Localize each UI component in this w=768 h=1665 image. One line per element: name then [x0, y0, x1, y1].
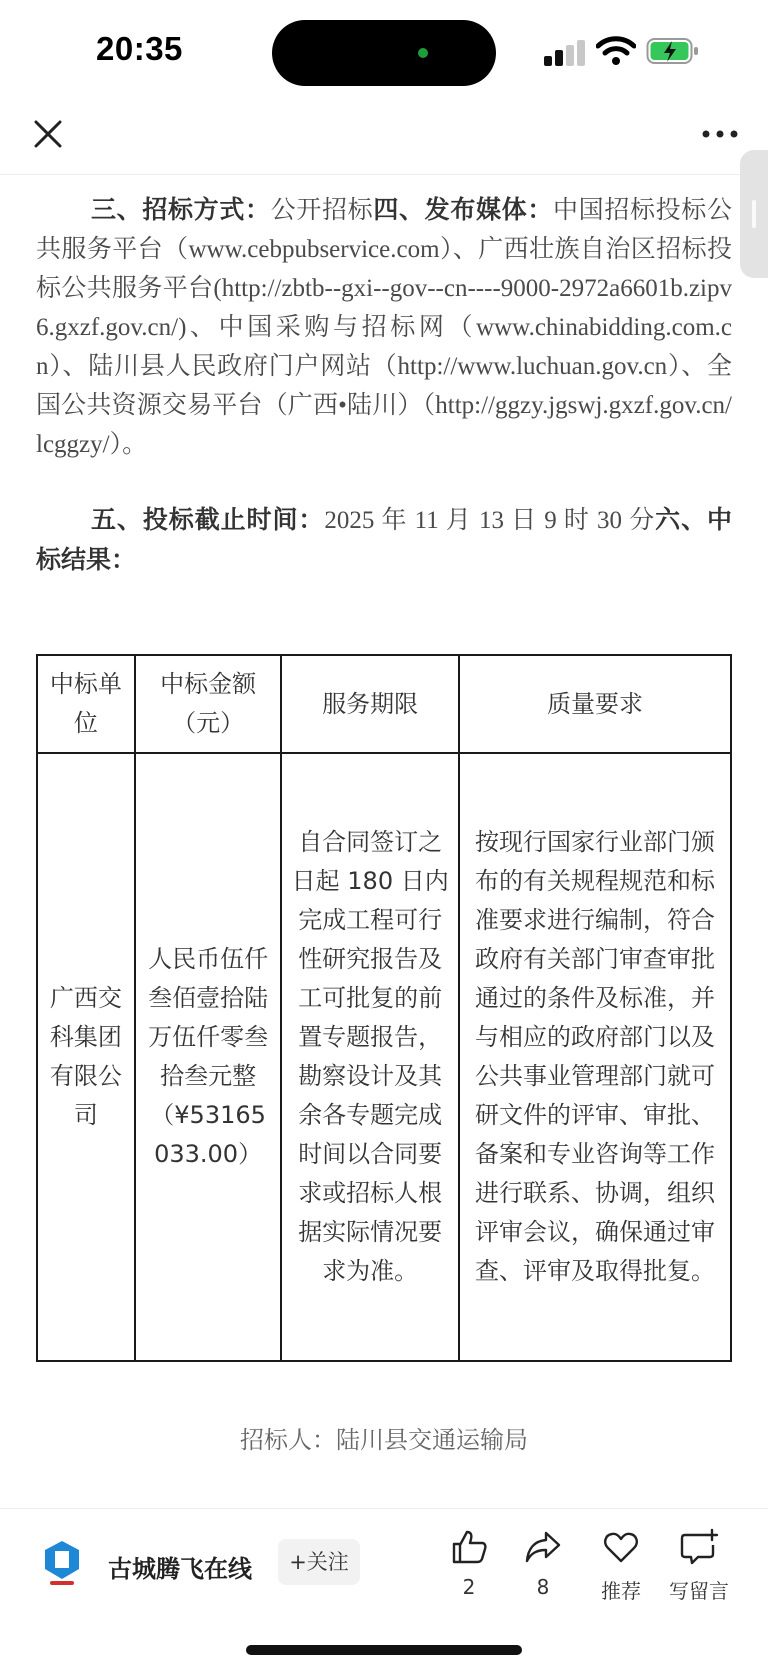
- share-icon: [523, 1527, 563, 1567]
- table-header-row: [37, 655, 731, 753]
- wifi-icon: [596, 36, 636, 66]
- table-header-cell: 服务期限: [281, 655, 458, 753]
- battery-charging-icon: [646, 36, 700, 66]
- recommend-button[interactable]: [586, 1527, 656, 1604]
- article-body: [36, 190, 732, 580]
- heart-icon: [601, 1527, 641, 1567]
- comment-icon: [679, 1527, 719, 1567]
- dynamic-island: [272, 20, 496, 86]
- text-deadline: 2025 年 11 月 13 日 9 时 30 分: [324, 507, 656, 534]
- paragraph-bidding-method: [36, 190, 732, 464]
- scroll-handle[interactable]: [740, 150, 768, 278]
- winner-name-cell: 广西交科集团有限公司: [37, 753, 135, 1361]
- cellular-signal-icon: [544, 40, 586, 66]
- like-button[interactable]: [434, 1527, 504, 1599]
- table-header-cell: 中标金额（元）: [135, 655, 282, 753]
- heading-bidding-method: 三、招标方式：: [91, 195, 271, 224]
- table-header-cell: 中标单位: [37, 655, 135, 753]
- thumbs-up-icon: [449, 1527, 489, 1567]
- write-comment-button[interactable]: [662, 1527, 736, 1604]
- recommend-label: 推荐: [601, 1579, 641, 1603]
- account-name[interactable]: 古城腾飞在线: [108, 1555, 252, 1583]
- text-bidding-method: 公开招标: [270, 197, 374, 224]
- bottom-action-bar: [0, 1508, 768, 1665]
- bid-result-table: [36, 654, 732, 1362]
- bid-amount-cell: 人民币伍仟叁佰壹拾陆万伍仟零叁拾叁元整（¥53165033.00）: [135, 753, 282, 1361]
- heading-result: 六、中标结果：: [36, 505, 732, 574]
- account-avatar[interactable]: [42, 1539, 82, 1587]
- share-count: 8: [536, 1575, 550, 1599]
- close-icon[interactable]: [30, 116, 66, 152]
- top-nav-bar: [0, 100, 768, 175]
- home-indicator[interactable]: [246, 1645, 522, 1655]
- service-period-cell: 自合同签订之日起 180 日内完成工程可行性研究报告及工可批复的前置专题报告，勘察设计及其余各专题完成时间以合同要求或招标人根据实际情况要求为准。: [281, 753, 458, 1361]
- share-button[interactable]: [508, 1527, 578, 1599]
- paragraph-deadline: [36, 500, 732, 580]
- table-header-cell: 质量要求: [459, 655, 731, 753]
- table-row: [37, 753, 731, 1361]
- status-bar: [0, 0, 768, 100]
- heading-deadline: 五、投标截止时间：: [91, 505, 325, 534]
- comment-label: 写留言: [669, 1579, 729, 1603]
- quality-requirement-cell: 按现行国家行业部门颁布的有关规程规范和标准要求进行编制，符合政府有关部门审查审批通过的条件及标准，并与相应的政府部门以及公共事业管理部门就可研文件的评审、审批、备案和专业咨询等工作进行联系、协调，组织评审会议，确保通过审查、评审及取得批复。: [459, 753, 731, 1361]
- heading-media: 四、发布媒体：: [373, 195, 553, 224]
- text-media: 中国招标投标公共服务平台（www.cebpubservice.com）、广西壮族自治区招标投标公共服务平台(http://zbtb--gxi--gov--cn----9000-2972a6601b.zipv6.gxzf.gov.cn/)、中国采购与招标网（www.chinabidding.com.cn）、陆川县人民政府门户网站（http://www.luchuan.gov.cn）、全国公共资源交易平台（广西•陆川）（http://ggzy.jgswj.gxzf.gov.cn/lcggzy/）。: [36, 197, 732, 458]
- like-count: 2: [462, 1575, 476, 1599]
- more-icon[interactable]: [700, 124, 740, 144]
- status-time: 20:35: [96, 30, 183, 67]
- tenderer-signature: 招标人：陆川县交通运输局: [240, 1426, 528, 1454]
- follow-button[interactable]: +关注: [278, 1539, 360, 1585]
